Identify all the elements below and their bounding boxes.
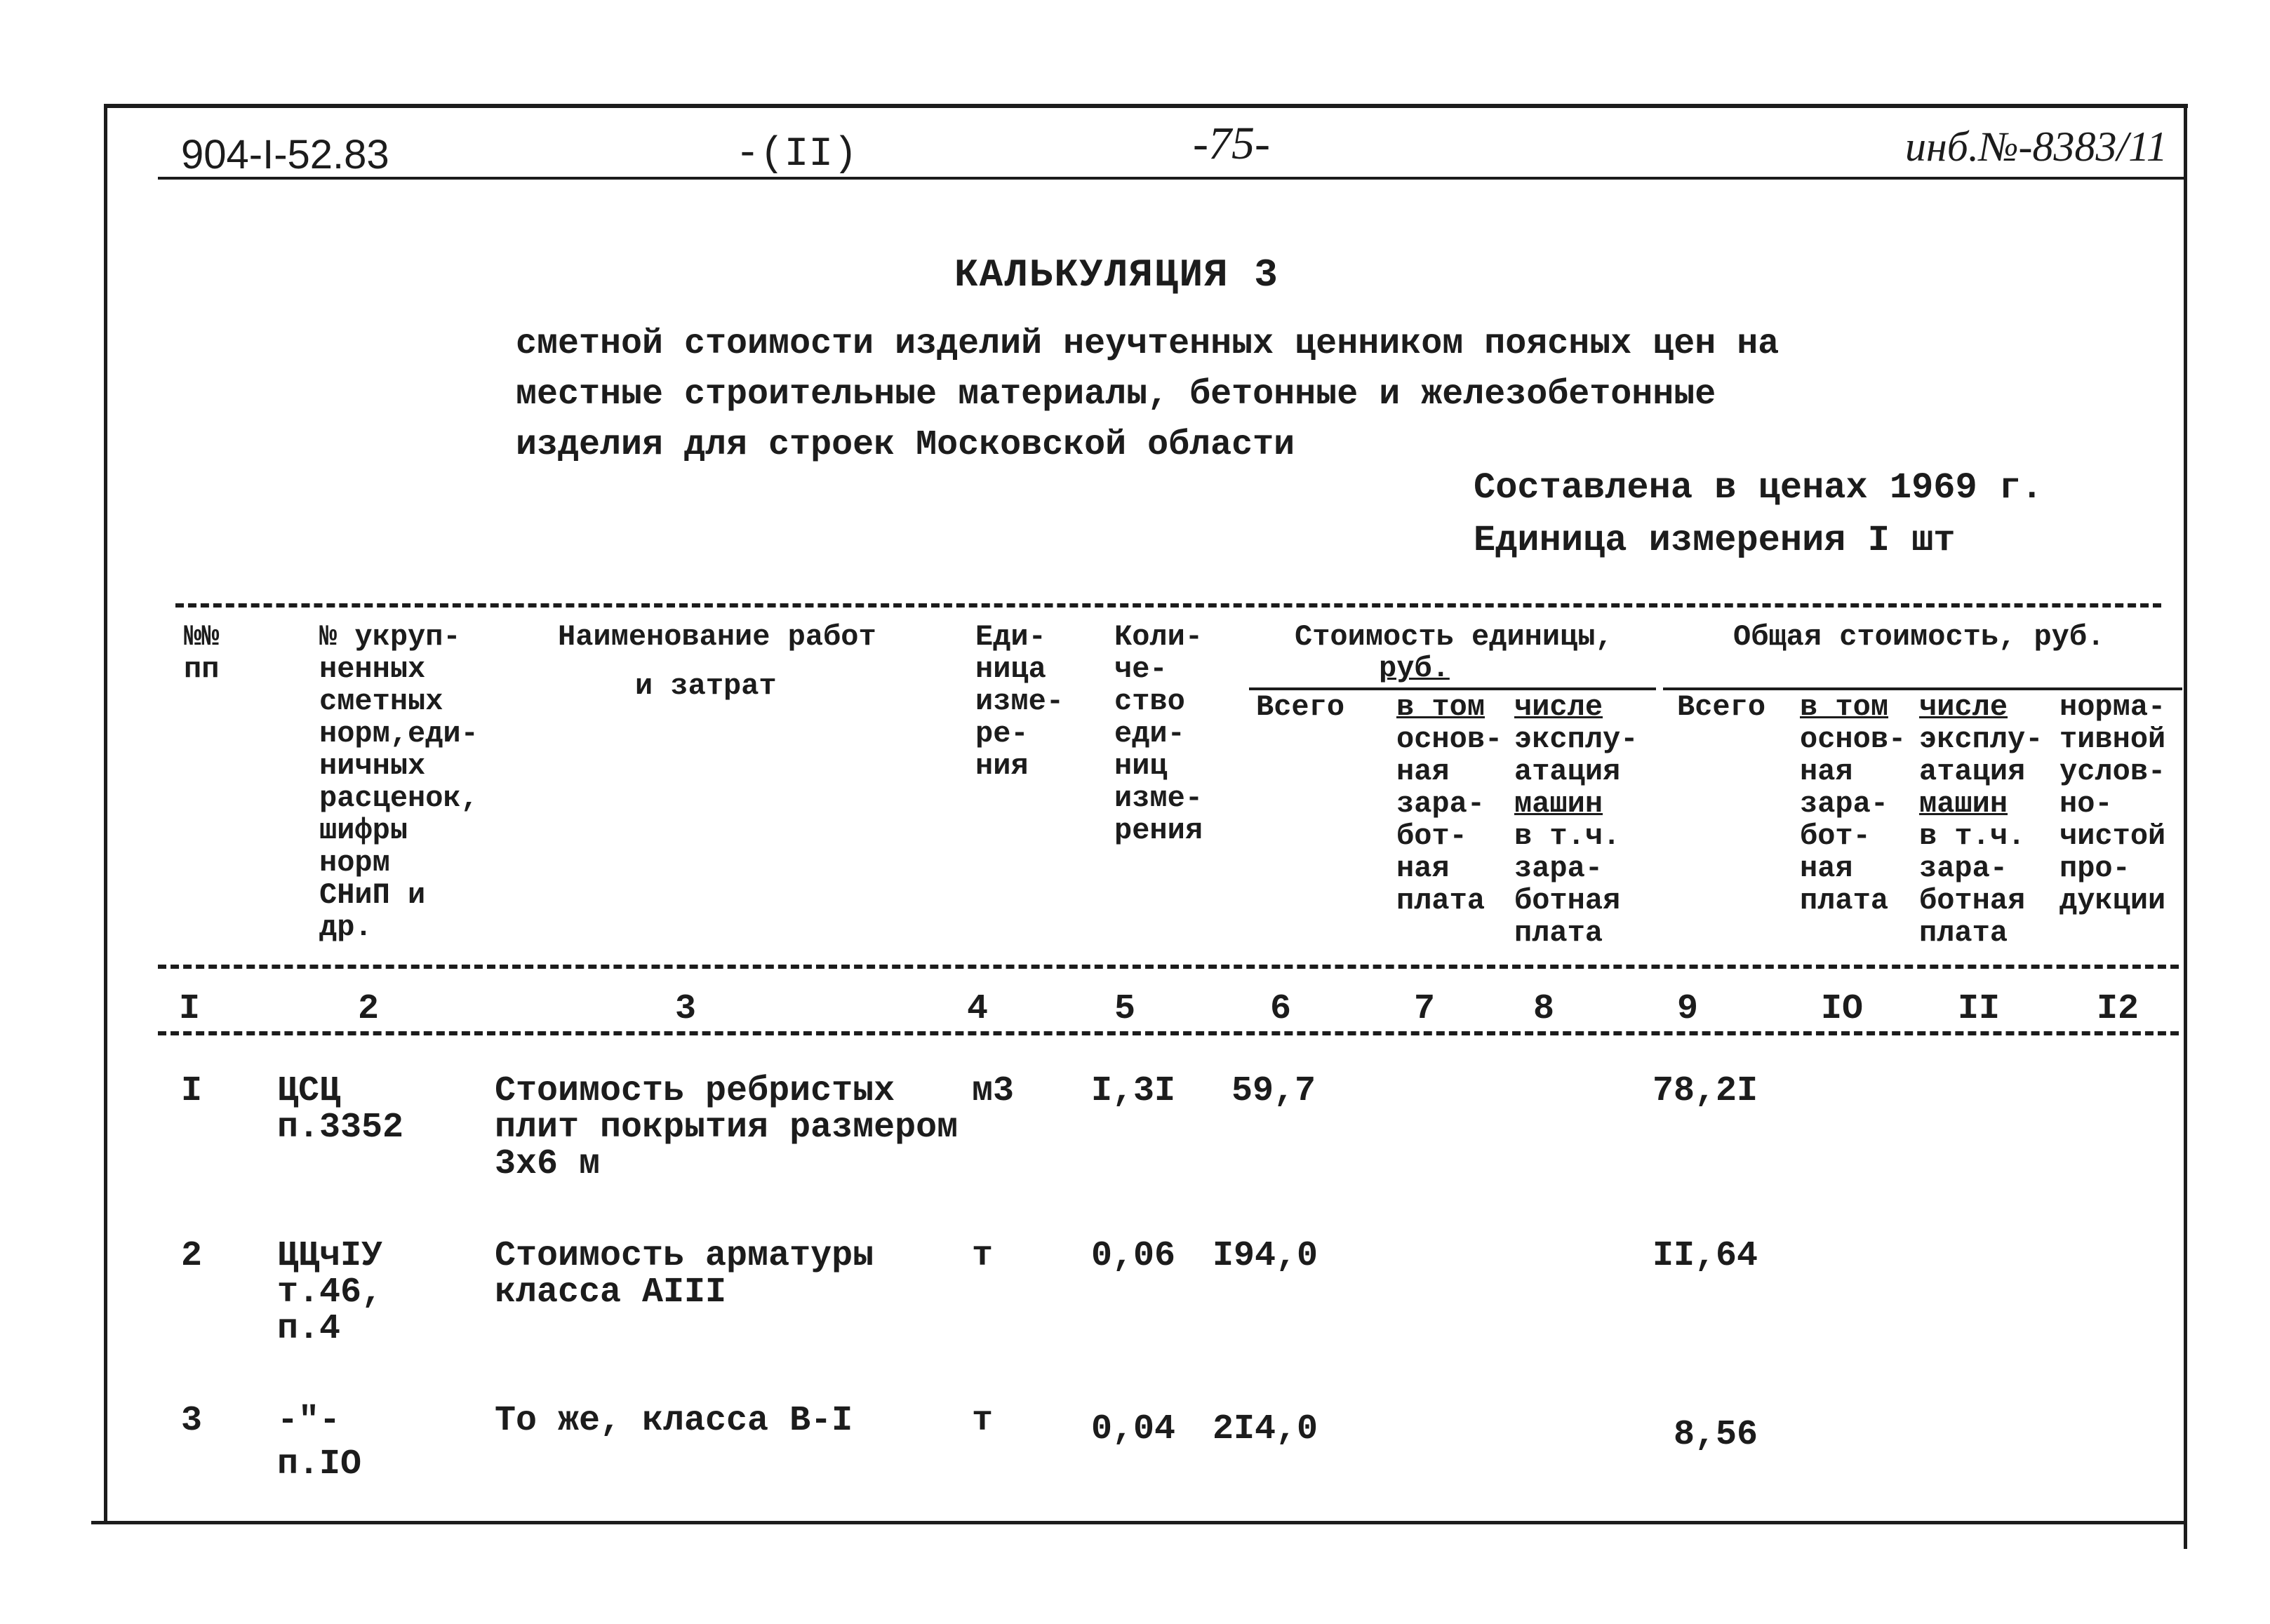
row-quantity: 0,06 bbox=[1091, 1236, 1176, 1276]
header-total-normative: норма- тивной услов- но- чистой про- дукции bbox=[2059, 690, 2166, 918]
header-unit-cost: Стоимость единицы, bbox=[1295, 620, 1613, 654]
header-norm: № укруп- ненных сметных норм,еди- ничных расценок, шифры норм СНиП и др. bbox=[319, 620, 479, 944]
header-unit: Еди- ница изме- ре- ния bbox=[975, 620, 1064, 783]
frame-left-border bbox=[104, 104, 107, 1524]
frame-right-border bbox=[2184, 104, 2187, 1549]
row-unit-total: 2I4,0 bbox=[1213, 1409, 1318, 1449]
document-subtitle bbox=[516, 319, 1779, 471]
header-name-line1: Наименование работ bbox=[558, 620, 876, 654]
header-total-base-wage: основ- ная зара- бот- ная плата bbox=[1800, 723, 1907, 918]
row-quantity: 0,04 bbox=[1091, 1409, 1176, 1449]
header-total-machines: эксплу- атация машин в т.ч. зара- ботная плата bbox=[1919, 723, 2043, 950]
row-unit: т bbox=[972, 1401, 994, 1441]
column-number: I bbox=[179, 989, 201, 1029]
row-unit: м3 bbox=[972, 1071, 1015, 1111]
header-rule bbox=[158, 177, 2186, 180]
row-name: Стоимость арматуры класса AIII bbox=[495, 1236, 874, 1313]
prices-note: Составлена в ценах 1969 г. bbox=[1474, 467, 2043, 509]
inventory-number: инб.№-8383/11 bbox=[1905, 123, 2168, 170]
row-unit: т bbox=[972, 1236, 994, 1276]
row-total: 8,56 bbox=[1674, 1415, 1758, 1455]
header-total-cost: Общая стоимость, руб. bbox=[1733, 620, 2105, 654]
header-unit-all: Всего bbox=[1256, 690, 1345, 724]
document-code: 904-I-52.83 bbox=[181, 132, 389, 177]
column-number: 7 bbox=[1414, 989, 1436, 1029]
column-number: 5 bbox=[1114, 989, 1136, 1029]
column-number: 8 bbox=[1533, 989, 1555, 1029]
subtitle-line: сметной стоимости изделий неучтенных ценником поясных цен на bbox=[516, 324, 1780, 364]
row-number: 2 bbox=[181, 1236, 203, 1276]
header-total-all: Всего bbox=[1677, 690, 1766, 724]
subtitle-line: изделия для строек Московской области bbox=[516, 425, 1295, 465]
column-number: II bbox=[1958, 989, 2001, 1029]
frame-top-border bbox=[104, 104, 2188, 108]
header-unit-incl-a: в том bbox=[1396, 690, 1485, 724]
row-unit-total: 59,7 bbox=[1231, 1071, 1316, 1111]
row-norm: ЦСЦ п.3352 bbox=[277, 1071, 404, 1148]
row-total: II,64 bbox=[1653, 1236, 1758, 1276]
row-unit-total: I94,0 bbox=[1213, 1236, 1318, 1276]
subtitle-line: местные строительные материалы, бетонные и железобетонные bbox=[516, 375, 1716, 415]
header-num: №№ пп bbox=[184, 620, 220, 686]
page-number: -75- bbox=[1193, 118, 1270, 169]
table-header-dashed-rule bbox=[158, 965, 2179, 969]
column-number: 3 bbox=[675, 989, 697, 1029]
column-numbers-dashed-rule bbox=[158, 1031, 2179, 1035]
row-name: То же, класса В-I bbox=[495, 1401, 853, 1441]
row-quantity: I,3I bbox=[1091, 1071, 1176, 1111]
row-norm: -"- п.IO bbox=[277, 1401, 362, 1484]
row-number: I bbox=[181, 1071, 203, 1111]
column-number: 4 bbox=[967, 989, 989, 1029]
document-title: КАЛЬКУЛЯЦИЯ 3 bbox=[954, 253, 1279, 297]
header-unit-machines: эксплу- атация машин в т.ч. зара- ботная плата bbox=[1514, 723, 1638, 950]
column-number: 6 bbox=[1270, 989, 1292, 1029]
header-unit-base-wage: основ- ная зара- бот- ная плата bbox=[1396, 723, 1503, 918]
column-number: 2 bbox=[358, 989, 380, 1029]
header-unit-cost-rub: руб. bbox=[1379, 652, 1450, 685]
header-name-line2: и затрат bbox=[635, 669, 777, 703]
row-number: 3 bbox=[181, 1401, 203, 1441]
column-number: I2 bbox=[2097, 989, 2139, 1029]
column-number: 9 bbox=[1677, 989, 1699, 1029]
header-unit-incl-b: числе bbox=[1514, 690, 1603, 724]
unit-note: Единица измерения I шт bbox=[1474, 520, 1956, 561]
row-norm: ЦЦчIУ т.46, п.4 bbox=[277, 1236, 383, 1349]
row-name: Стоимость ребристых плит покрытия размером 3х6 м bbox=[495, 1071, 959, 1184]
row-total: 78,2I bbox=[1653, 1071, 1758, 1111]
document-part: -(II) bbox=[735, 132, 858, 177]
header-quantity: Коли- че- ство еди- ниц изме- рения bbox=[1114, 620, 1203, 847]
table-top-dashed-rule bbox=[175, 603, 2161, 608]
header-total-incl-a: в том bbox=[1800, 690, 1889, 724]
column-number: IO bbox=[1821, 989, 1864, 1029]
header-total-incl-b: числе bbox=[1919, 690, 2008, 724]
frame-bottom-border bbox=[91, 1521, 2186, 1524]
